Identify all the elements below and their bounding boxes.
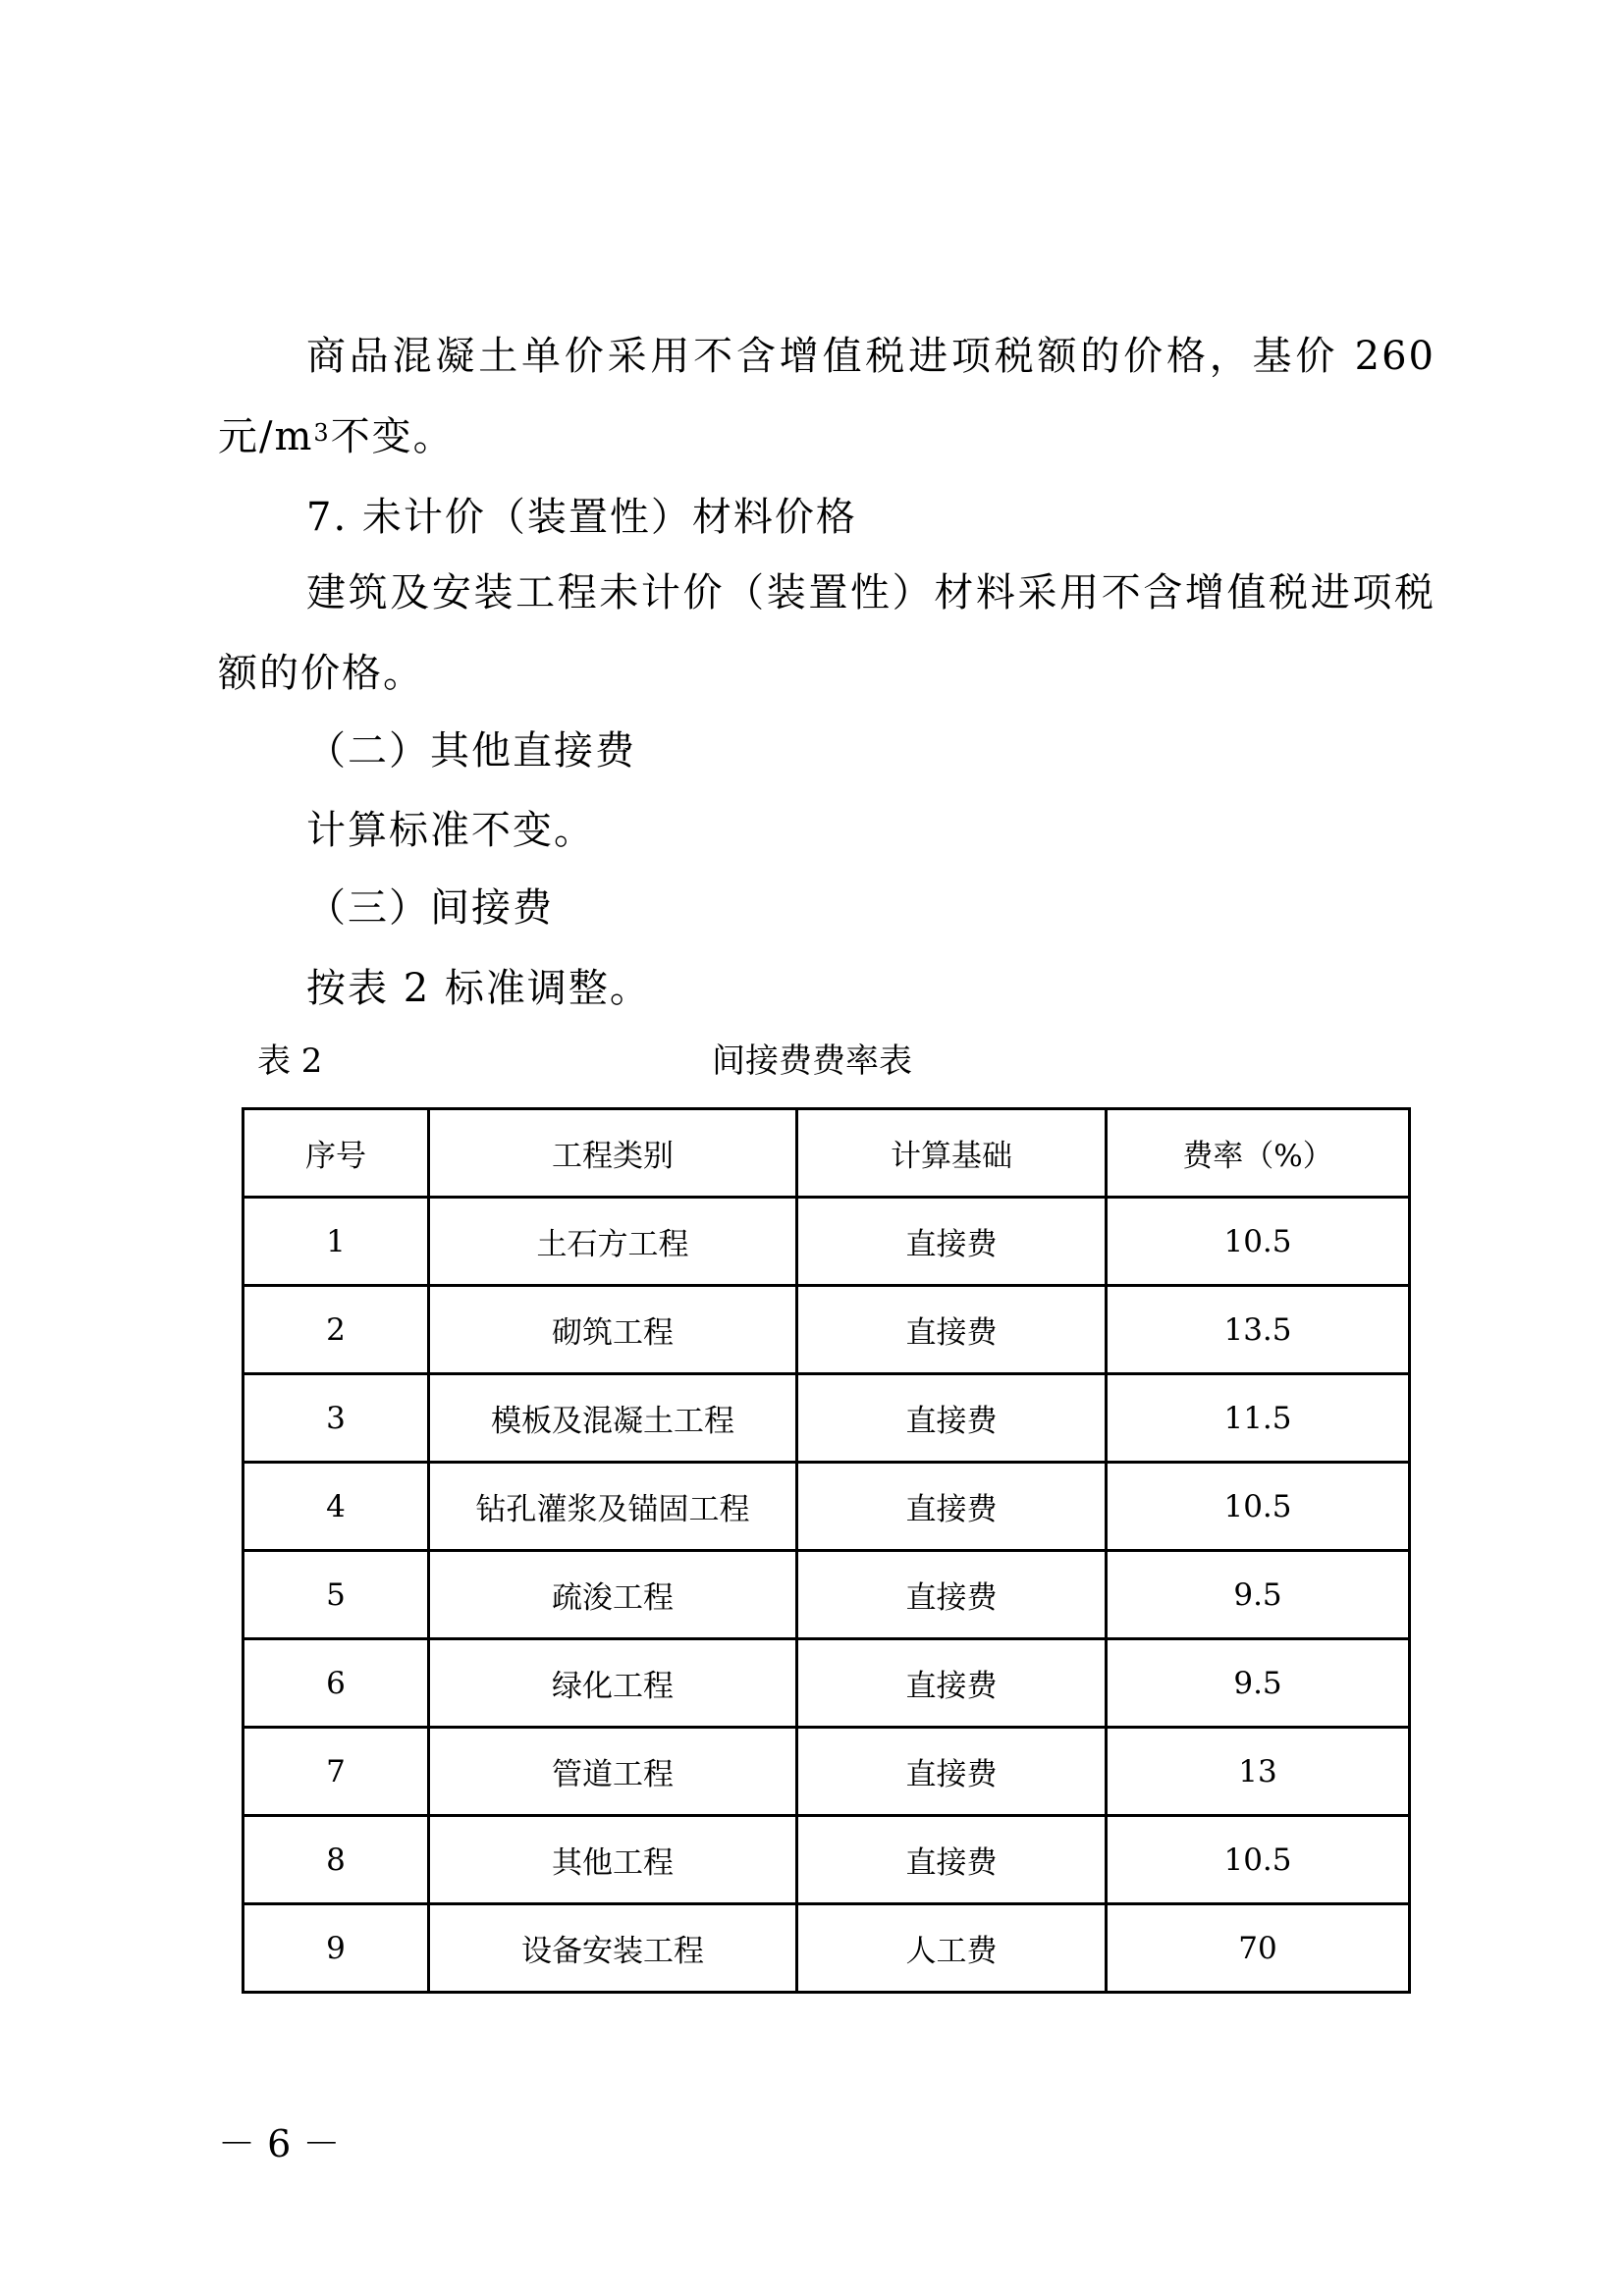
paragraph-concrete-price	[218, 316, 1435, 477]
indirect-cost-rate-table	[242, 1107, 1411, 1994]
cell-serial: 4	[244, 1463, 429, 1551]
table-row	[244, 1463, 1410, 1551]
table-row	[244, 1198, 1410, 1286]
cell-basis: 直接费	[797, 1286, 1107, 1374]
cell-rate: 70	[1107, 1904, 1410, 1993]
page-number: － 6 －	[218, 2122, 341, 2165]
cell-serial: 2	[244, 1286, 429, 1374]
cell-category: 疏浚工程	[429, 1551, 797, 1639]
cell-basis: 直接费	[797, 1374, 1107, 1463]
table-row	[244, 1286, 1410, 1374]
paragraph-concrete-price-text: 商品混凝土单价采用不含增值税进项税额的价格，基价 260 元/m	[218, 334, 1435, 459]
cell-basis: 直接费	[797, 1551, 1107, 1639]
cell-rate: 9.5	[1107, 1551, 1410, 1639]
table-header-row	[244, 1109, 1410, 1198]
table-row	[244, 1728, 1410, 1816]
cell-serial: 7	[244, 1728, 429, 1816]
paragraph-standard-unchanged: 计算标准不变。	[306, 808, 595, 853]
cell-category: 管道工程	[429, 1728, 797, 1816]
cell-serial: 8	[244, 1816, 429, 1904]
paragraph-concrete-price-tail: 不变。	[330, 414, 455, 459]
header-calculation-basis: 计算基础	[797, 1109, 1107, 1198]
table-row	[244, 1816, 1410, 1904]
cell-rate: 13	[1107, 1728, 1410, 1816]
header-rate-percent: 费率（%）	[1107, 1109, 1410, 1198]
cell-rate: 11.5	[1107, 1374, 1410, 1463]
heading-indirect-costs: （三）间接费	[306, 885, 554, 931]
cell-basis: 直接费	[797, 1816, 1107, 1904]
header-serial-number: 序号	[244, 1109, 429, 1198]
heading-other-direct-costs: （二）其他直接费	[306, 728, 636, 774]
cell-rate: 10.5	[1107, 1463, 1410, 1551]
cell-basis: 直接费	[797, 1463, 1107, 1551]
cell-category: 设备安装工程	[429, 1904, 797, 1993]
cell-serial: 5	[244, 1551, 429, 1639]
paragraph-unpriced-materials: 建筑及安装工程未计价（装置性）材料采用不含增值税进项税额的价格。	[218, 570, 1435, 696]
cell-category: 模板及混凝土工程	[429, 1374, 797, 1463]
table-row	[244, 1904, 1410, 1993]
cell-serial: 9	[244, 1904, 429, 1993]
table-caption-title: 间接费费率表	[712, 1041, 912, 1081]
heading-unpriced-materials: 7. 未计价（装置性）材料价格	[306, 495, 857, 540]
table-row	[244, 1374, 1410, 1463]
cell-rate: 10.5	[1107, 1816, 1410, 1904]
cell-rate: 9.5	[1107, 1639, 1410, 1728]
cell-rate: 10.5	[1107, 1198, 1410, 1286]
table-row	[244, 1639, 1410, 1728]
header-project-category: 工程类别	[429, 1109, 797, 1198]
table-caption-number: 表 2	[257, 1041, 323, 1081]
cell-basis: 直接费	[797, 1198, 1107, 1286]
cell-category: 土石方工程	[429, 1198, 797, 1286]
paragraph-adjust-by-table: 按表 2 标准调整。	[306, 966, 651, 1011]
superscript-3: 3	[313, 419, 331, 447]
table-row	[244, 1551, 1410, 1639]
cell-category: 绿化工程	[429, 1639, 797, 1728]
cell-category: 其他工程	[429, 1816, 797, 1904]
cell-category: 钻孔灌浆及锚固工程	[429, 1463, 797, 1551]
cell-rate: 13.5	[1107, 1286, 1410, 1374]
cell-serial: 3	[244, 1374, 429, 1463]
cell-serial: 6	[244, 1639, 429, 1728]
cell-serial: 1	[244, 1198, 429, 1286]
cell-basis: 直接费	[797, 1728, 1107, 1816]
cell-basis: 人工费	[797, 1904, 1107, 1993]
cell-basis: 直接费	[797, 1639, 1107, 1728]
cell-category: 砌筑工程	[429, 1286, 797, 1374]
